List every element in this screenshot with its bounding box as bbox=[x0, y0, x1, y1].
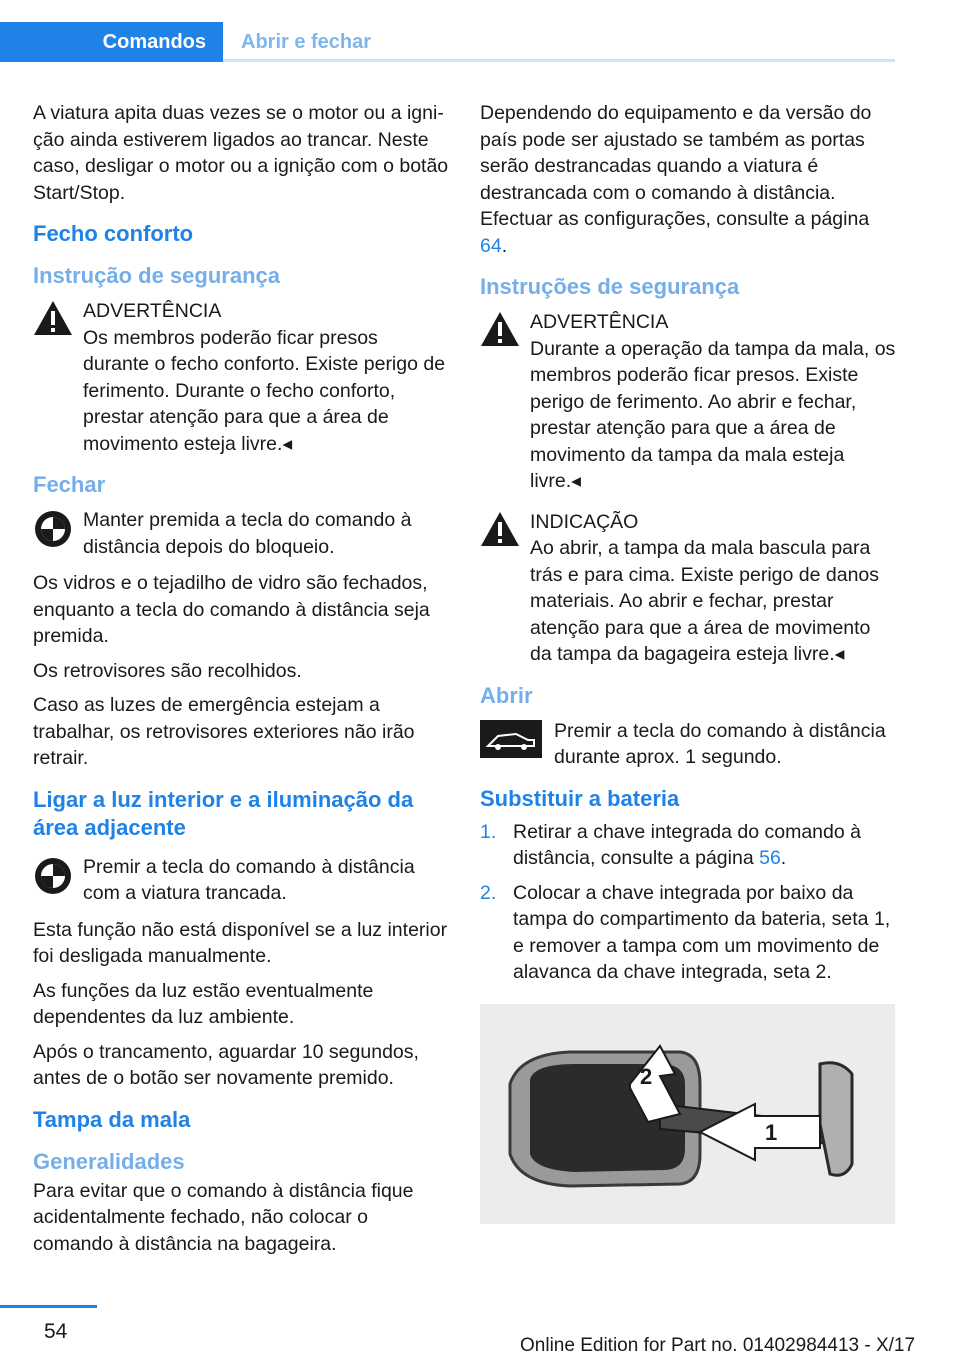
list-item: 2. Colocar a chave integrada por baixo da tampa do compartimento da bateria, seta 1, e remover a tampa com um movimento de alavanca da chave integrada, seta 2. bbox=[480, 881, 891, 983]
list-item: 1. Retirar a chave integrada do comando à distância, consulte a página 56. bbox=[480, 820, 861, 869]
abrir-block bbox=[480, 718, 896, 771]
warning-triangle-icon bbox=[33, 300, 73, 344]
paragraph-dependendo: Dependendo do equipamento e da versão do país pode ser ajustado se também as portas serão destrancadas quando a viatura é destrancada com o comando à distância. Efectuar as configurações, consulte a página 64. bbox=[480, 102, 872, 257]
heading-abrir: Abrir bbox=[480, 682, 533, 708]
heading-fecho-conforto: Fecho conforto bbox=[33, 221, 194, 246]
header-rule bbox=[223, 59, 895, 62]
paragraph-funcoes-luz: As funções da luz estão eventualmente dependentes da luz ambiente. bbox=[33, 979, 374, 1028]
fechar-block bbox=[33, 507, 449, 560]
footer-rule bbox=[0, 1305, 97, 1308]
note-block bbox=[480, 509, 896, 668]
bmw-key-icon bbox=[33, 856, 73, 904]
right-column bbox=[480, 100, 896, 1224]
header-tabs bbox=[0, 22, 895, 62]
paragraph-retrovisores: Os retrovisores são recolhidos. bbox=[33, 659, 302, 682]
warning-block bbox=[33, 298, 449, 457]
warning-label: ADVERTÊNCIA bbox=[530, 311, 669, 333]
ligar-text: Premir a tecla do comando à distância com a viatura trancada. bbox=[83, 855, 415, 904]
paragraph-vidros: Os vidros e o tejadilho de vidro são fechados, enquanto a tecla do comando à distância seja premida. bbox=[33, 572, 430, 647]
warning-text: Durante a operação da tampa da mala, os membros poderão ficar presos. Existe perigo de ferimento. Ao abrir e fechar, prestar atenção para que a área de movimento da tampa da mala esteja livre.◂ bbox=[530, 337, 896, 492]
warning-triangle-icon bbox=[480, 311, 520, 355]
fechar-text: Manter premida a tecla do comando à distância depois do bloqueio. bbox=[83, 509, 412, 558]
arrow-label-2: 2 bbox=[640, 1063, 653, 1089]
page-number: 54 bbox=[44, 1320, 68, 1343]
warning-label: ADVERTÊNCIA bbox=[83, 300, 222, 322]
abrir-text: Premir a tecla do comando à distância durante aprox. 1 segundo. bbox=[554, 719, 886, 768]
left-column bbox=[33, 100, 449, 1265]
warning-triangle-icon bbox=[480, 511, 520, 555]
warning-text: Os membros poderão ficar presos durante o fecho conforto. Existe perigo de ferimento. Durante o fecho conforto, prestar atenção para que a área de movimento esteja livre.◂ bbox=[83, 326, 446, 455]
heading-substituir-bateria: Substituir a bateria bbox=[480, 785, 680, 811]
tab-comandos[interactable]: Comandos bbox=[0, 22, 223, 62]
heading-instrucoes-seguranca: Instruções de segurança bbox=[480, 274, 740, 299]
steps-list bbox=[480, 819, 896, 986]
note-label: INDICAÇÃO bbox=[530, 510, 639, 533]
warning-block bbox=[480, 309, 896, 495]
paragraph-funcao: Esta função não está disponível se a luz interior foi desligada manualmente. bbox=[33, 918, 448, 967]
key-battery-figure bbox=[480, 1004, 895, 1224]
note-text: Ao abrir, a tampa da mala bascula para trás e para cima. Existe perigo de danos materiais. Ao abrir e fechar, prestar atenção para que a área de movimento da tampa da bagageira esteja livre.◂ bbox=[530, 537, 880, 665]
heading-generalidades: Generalidades bbox=[33, 1148, 185, 1174]
heading-instrucao-seguranca: Instrução de segurança bbox=[33, 263, 280, 288]
heading-ligar-luz: Ligar a luz interior e a iluminação da área adjacente bbox=[33, 786, 414, 840]
heading-fechar: Fechar bbox=[33, 472, 106, 497]
arrow-label-1: 1 bbox=[765, 1119, 778, 1145]
trunk-open-icon bbox=[480, 720, 542, 766]
heading-tampa-da-mala: Tampa da mala bbox=[33, 1106, 191, 1132]
intro-paragraph: A viatura apita duas vezes se o motor ou a ignição ainda estiverem ligados ao trancar. Neste caso, desligar o motor ou a ignição com o botão Start/Stop. bbox=[33, 102, 449, 204]
tab-abrir-e-fechar[interactable]: Abrir e fechar bbox=[241, 31, 372, 53]
edition-note: Online Edition for Part no. 01402984413 - X/17 bbox=[520, 1335, 916, 1356]
page-link-56[interactable]: 56 bbox=[759, 847, 781, 869]
paragraph-generalidades: Para evitar que o comando à distância fique acidentalmente fechado, não colocar o comando à distância na bagageira. bbox=[33, 1179, 414, 1255]
paragraph-trancamento: Após o trancamento, aguardar 10 segundos, antes de o botão ser novamente premido. bbox=[33, 1040, 419, 1089]
bmw-key-icon bbox=[33, 509, 73, 557]
ligar-block bbox=[33, 854, 449, 907]
page-link-64[interactable]: 64 bbox=[480, 234, 502, 257]
paragraph-emergencia: Caso as luzes de emergência estejam a trabalhar, os retrovisores exteriores não irão retrair. bbox=[33, 694, 415, 769]
